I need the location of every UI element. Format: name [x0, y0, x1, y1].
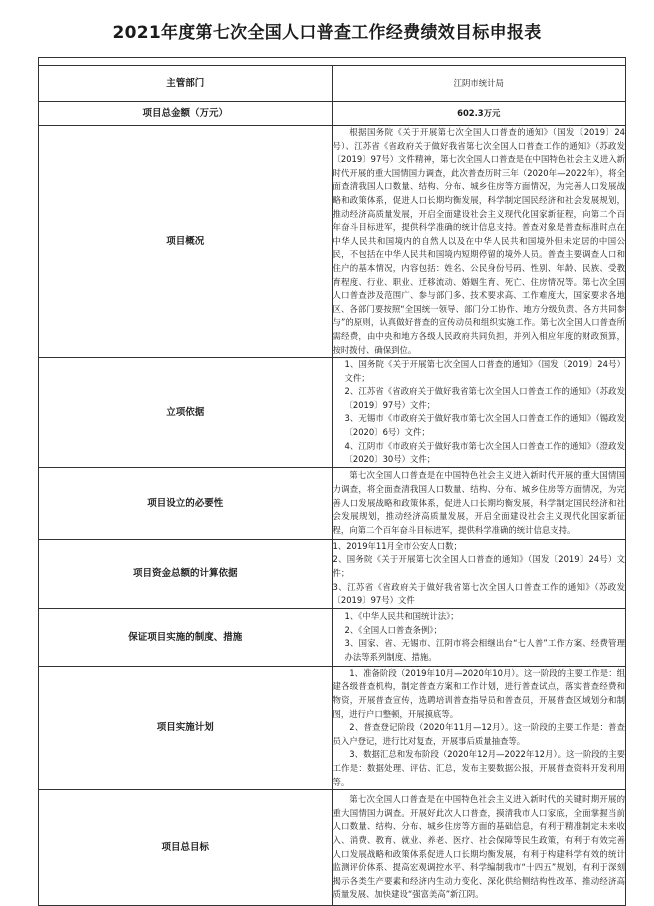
top-spacer-row: [39, 58, 626, 66]
goal-text: 第七次全国人口普查是在中国特色社会主义进入新时代的关键时期开展的重大国情国力调查。开展好此次人口普查，摸清我市人口家底，全面掌握当前人口数量、结构、分布、城乡住房等方面的基础信息，有利于精准制定未来收入、消费、教育、就业、养老、医疗、社会保障等民生政策，有利于有效完善人口发展战略和政策体系促进人口长期均衡发展，有利于构建科学有效的统计监测评价体系、提高宏观调控水平、科学编制我市“十四五”规划，有利于深刻揭示各类生产要素和经济内生动力变化、深化供给侧结构性改革、推动经济高质量发展、加快建设“强富美高”新江阴。: [332, 794, 625, 900]
guarantee-item: 3、国家、省、无锡市、江阴市将会相继出台“七人普”工作方案、经费管理办法等系列制度、措施。: [344, 638, 625, 662]
row-calc-basis: [39, 539, 626, 608]
value-goal: [332, 790, 626, 906]
document-title: 2021年度第七次全国人口普查工作经费绩效目标申报表: [112, 23, 542, 43]
plan-item: 1、准备阶段（2019年10月—2020年10月）。这一阶段的主要工作是：组建各级普查机构，制定普查方案和工作计划，进行普查试点，落实普查经费和物资，开展普查宣传，选聘培训普查指导员和普查员，开展普查区域划分和制图，进行户口整顿，开展摸底等。: [332, 667, 625, 719]
row-guarantee: [39, 608, 626, 666]
calc-item: 2、国务院《关于开展第七次全国人口普查的通知》（国发〔2019〕24号）文件；: [332, 554, 625, 579]
overview-text: 根据国务院《关于开展第七次全国人口普查的通知》（国发〔2019〕24号）、江苏省《省政府关于做好我省第七次全国人口普查工作的通知》（苏政发〔2019〕97号）文件精神，第七次全国人口普查是在中国特色社会主义进入新时代开展的重大国情国力调查，此次普查历时三年（2020年—2022年），将全面查清我国人口数量、结构、分布、城乡住房等方面情况，为完善人口发展战略和政策体系，促进人口长期均衡发展，科学制定国民经济和社会发展规划，推动经济高质量发展，开启全面建设社会主义现代化国家新征程，向第二个百年奋斗目标进军，提供科学准确的统计信息支持。普查对象是普查标准时点在中华人民共和国境内的自然人以及在中华人民共和国境外但未定居的中国公民，不包括在中华人民共和国境内短期停留的境外人员。普查主要调查人口和住户的基本情况，内容包括：姓名、公民身份号码、性别、年龄、民族、受教育程度、行业、职业、迁移流动、婚姻生育、死亡、住房情况等。第七次全国人口普查涉及范围广、参与部门多、技术要求高、工作难度大，国家要求各地区、各部门要按照“全国统一领导、部门分工协作、地方分级负责、各方共同参与”的原则，认真做好普查的宣传动员和组织实施工作。第七次全国人口普查所需经费，由中央和地方各级人民政府共同负担，并列入相应年度的财政预算，按时拨付、确保到位。: [332, 127, 625, 355]
value-plan: [332, 666, 626, 789]
basis-item: 1、国务院《关于开展第七次全国人口普查的通知》（国发〔2019〕24号）文件；: [344, 359, 625, 383]
label-basis: 立项依据: [39, 358, 333, 468]
value-guarantee: [332, 608, 626, 666]
calc-item: 1、2019年11月全市公安人口数；: [332, 540, 462, 551]
label-guarantee: 保证项目实施的制度、措施: [39, 608, 333, 666]
label-total-amount: 项目总金额（万元）: [39, 102, 333, 126]
value-basis: [332, 358, 626, 468]
guarantee-item: 1、《中华人民共和国统计法》；: [344, 611, 459, 622]
guarantee-item: 2、《全国人口普查条例》；: [344, 624, 442, 635]
row-department: [39, 66, 626, 102]
row-necessity: [39, 467, 626, 539]
necessity-text: 第七次全国人口普查是在中国特色社会主义进入新时代开展的重大国情国力调查，将全面查清我国人口数量、结构、分布、城乡住房等方面情况，为完善人口发展战略和政策体系，促进人口长期均衡发展，科学制定国民经济和社会发展规划，推动经济高质量发展，开启全面建设社会主义现代化国家新征程，向第二个百年奋斗目标进军，提供科学准确的统计信息支持。: [332, 470, 625, 535]
value-overview: [332, 126, 626, 358]
row-goal: [39, 790, 626, 906]
label-necessity: 项目设立的必要性: [39, 467, 333, 539]
basis-item: 4、江阴市《市政府关于做好我市第七次全国人口普查工作的通知》（澄政发〔2020〕30号）文件；: [344, 440, 625, 465]
plan-item: 3、数据汇总和发布阶段（2020年12月—2022年12月）。这一阶段的主要工作是：数据处理、评估、汇总，发布主要数据公报，开展普查资料开发利用等。: [332, 749, 625, 787]
label-department: 主管部门: [39, 66, 333, 102]
value-calc-basis: [332, 539, 626, 608]
label-plan: 项目实施计划: [39, 666, 333, 789]
basis-item: 2、江苏省《省政府关于做好我省第七次全国人口普查工作的通知》（苏政发〔2019〕97号）文件；: [344, 386, 625, 410]
basis-item: 3、无锡市《市政府关于做好我市第七次全国人口普查工作的通知》（锡政发〔2020〕6号）文件；: [344, 413, 625, 438]
value-department: 江阴市统计局: [332, 66, 626, 102]
row-basis: [39, 358, 626, 468]
row-overview: [39, 126, 626, 358]
value-total-amount: 602.3万元: [332, 102, 626, 126]
application-form-table: [38, 57, 626, 906]
calc-item: 3、江苏省《省政府关于做好我省第七次全国人口普查工作的通知》（苏政发〔2019〕97号）文件: [332, 581, 625, 606]
value-necessity: [332, 467, 626, 539]
row-total-amount: [39, 102, 626, 126]
label-calc-basis: 项目资金总额的计算依据: [39, 539, 333, 608]
label-goal: 项目总目标: [39, 790, 333, 906]
plan-item: 2、普查登记阶段（2020年11月—12月）。这一阶段的主要工作是：普查员入户登记，进行比对复查，开展事后质量抽查等。: [332, 722, 625, 746]
label-overview: 项目概况: [39, 126, 333, 358]
row-plan: [39, 666, 626, 789]
